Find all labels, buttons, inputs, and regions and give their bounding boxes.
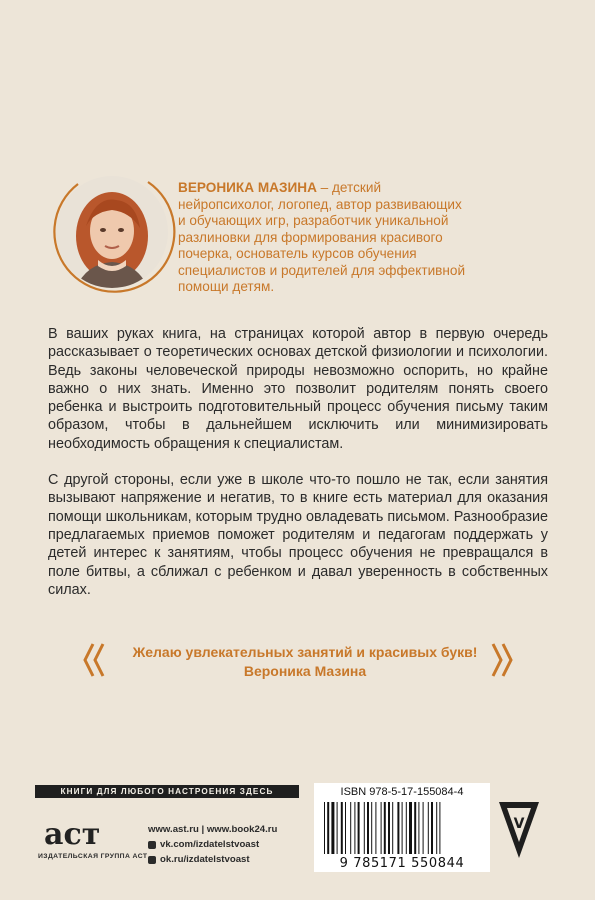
isbn: ISBN 978-5-17-155084-4 [340, 786, 464, 798]
quote-close-icon [490, 640, 514, 680]
publisher-caption: ИЗДАТЕЛЬСКАЯ ГРУППА АСТ [38, 853, 148, 860]
age-logo-letter: V [513, 816, 525, 832]
paragraph-1: В ваших руках книга, на страницах которой автор в первую очередь рассказывает о теоретических основах детской физиологии и психологии. Ведь законы человеческой природы невозможно оспорить, но крайне важно о них знать. Именно это позволит родителям понять своего ребенка и выстроить подготовительный процесс обучения письму таким образом, чтобы в дальнейшем исключить или минимизировать необходимость обращения к специалистам. [48, 326, 548, 452]
age-rating-logo [497, 798, 541, 862]
slogan-bar: КНИГИ ДЛЯ ЛЮБОГО НАСТРОЕНИЯ ЗДЕСЬ [35, 785, 299, 798]
ok-icon [148, 856, 156, 864]
barcode-number: 9 785171 550844 [339, 856, 465, 871]
bio-line: почерка, основатель курсов обучения [178, 246, 417, 261]
bio-line: специалистов и родителей для эффективной [178, 262, 466, 278]
bio-line: и обучающих игр, разработчик уникальной [178, 213, 449, 228]
publisher-links [148, 822, 277, 867]
barcode [320, 802, 484, 856]
quote-signature: Вероника Мазина [243, 663, 367, 679]
annotation-text [48, 325, 548, 617]
bio-line: помощи детям. [178, 279, 275, 294]
barcode-box [314, 783, 490, 872]
ok-link[interactable]: ok.ru/izdatelstvoast [160, 854, 250, 865]
sites-link[interactable]: www.ast.ru | www.book24.ru [148, 824, 278, 835]
bio-line: разлиновки для формирования красивого [178, 229, 443, 245]
bio-line: нейропсихолог, логопед, автор развивающих [178, 196, 462, 212]
ast-logo [42, 810, 112, 852]
author-photo [56, 176, 168, 288]
paragraph-2: С другой стороны, если уже в школе что-то пошло не так, если занятия вызывают напряжение и негатив, то в книге есть материал для оказания помощи школьникам, которым трудно овладевать письмом. Разнообразие предлагаемых приемов поможет родителям и педагогам поддержать у детей интерес к занятиям, чтобы процесс обучения не превращался в поле битвы, а сближал с ребенком и давал уверенность в собственных силах. [48, 472, 548, 598]
vk-icon [148, 841, 156, 849]
quote-open-icon [82, 640, 106, 680]
logo-text: аст [44, 817, 101, 852]
bio-line: – детский [316, 180, 382, 195]
author-block [0, 0, 595, 320]
author-name: ВЕРОНИКА МАЗИНА [178, 180, 317, 195]
quote-text: Желаю увлекательных занятий и красивых букв! [132, 644, 478, 660]
vk-link[interactable]: vk.com/izdatelstvoast [160, 839, 260, 850]
author-quote [110, 643, 500, 681]
author-bio [178, 180, 548, 296]
